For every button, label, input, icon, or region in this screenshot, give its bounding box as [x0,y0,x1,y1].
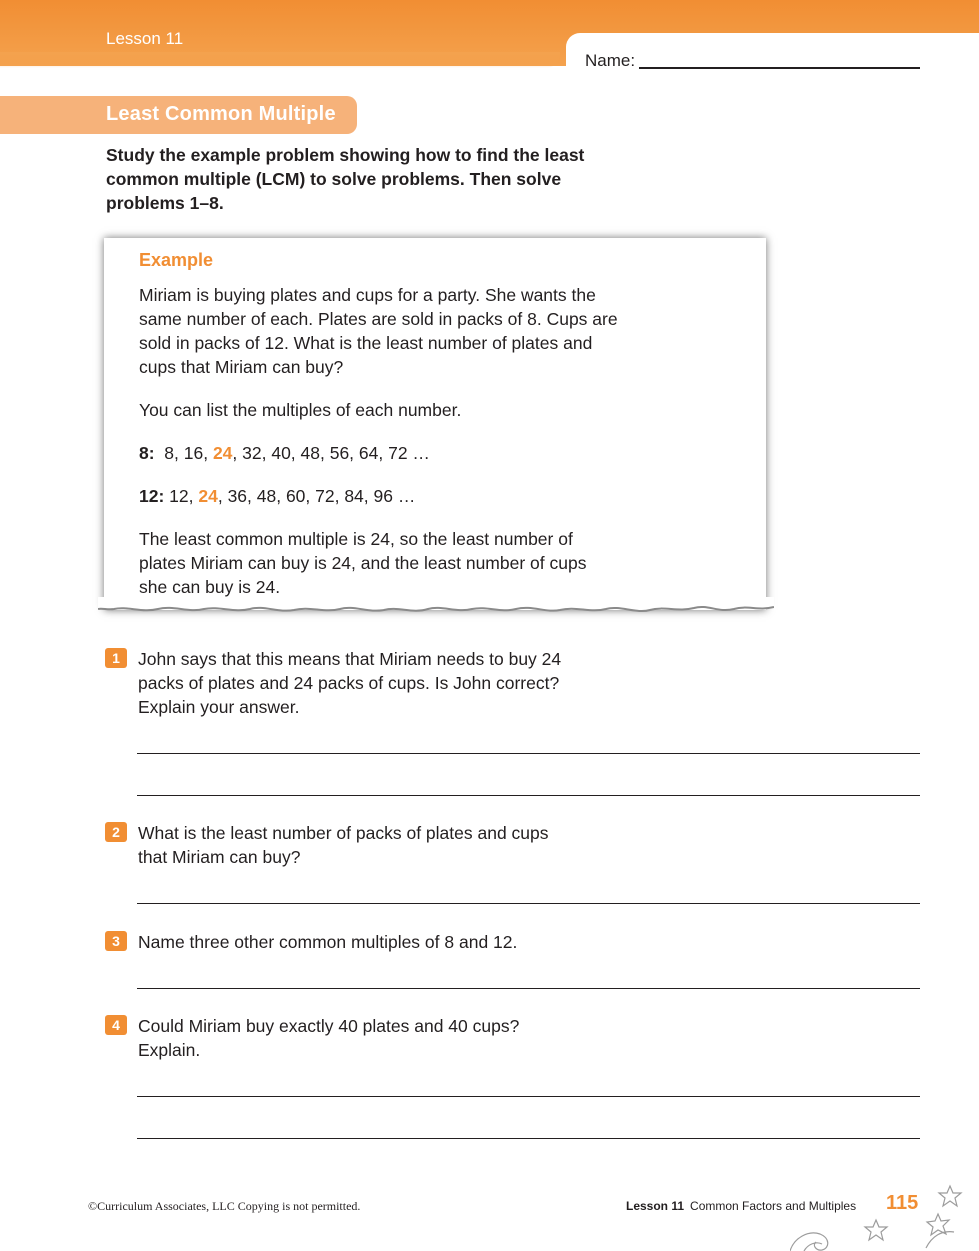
multiples-8-label: 8: [139,443,155,463]
page-number: 115 [886,1192,919,1214]
question-1-badge: 1 [105,648,127,668]
multiples-12-pre: 12, [169,486,199,506]
multiples-12-highlight: 24 [198,486,218,506]
example-method: You can list the multiples of each number. [139,400,462,420]
answer-line-1b[interactable] [137,795,920,796]
question-2-text: What is the least number of packs of plates and cups that Miriam can buy? [138,823,549,867]
copyright-notice: ©Curriculum Associates, LLC Copying is not permitted. [88,1199,361,1213]
star-swirl-decoration-icon [790,1178,979,1251]
question-4-text: Could Miriam buy exactly 40 plates and 40 cups? Explain. [138,1016,520,1060]
lesson-label: Lesson 11 [106,29,184,48]
multiples-12-label: 12: [139,486,165,506]
name-field-line[interactable] [639,67,920,69]
page-title: Least Common Multiple [106,103,336,125]
name-label: Name: [585,51,636,70]
question-3-badge: 3 [105,931,127,951]
multiples-8-highlight: 24 [212,443,233,463]
question-1-text: John says that this means that Miriam needs to buy 24 packs of plates and 24 packs of cups. Is John correct? Explain your answer. [138,649,562,717]
multiples-of-12-row [139,484,619,508]
answer-line-2[interactable] [137,903,920,904]
example-problem: Miriam is buying plates and cups for a party. She wants the same number of each. Plates are sold in packs of 8. Cups are sold in packs of 12. What is the least number of plates and cups that Miriam can buy? [139,285,618,377]
question-3-text: Name three other common multiples of 8 and 12. [138,932,518,952]
footer-topic: Common Factors and Multiples [690,1199,857,1213]
example-heading: Example [139,250,214,270]
instructions: Study the example problem showing how to find the least common multiple (LCM) to solve problems. Then solve problems 1–8. [106,145,585,213]
answer-line-1a[interactable] [137,753,920,754]
example-conclusion: The least common multiple is 24, so the least number of plates Miriam can buy is 24, and the least number of cups she can buy is 24. [139,529,587,597]
multiples-8-post: , 32, 40, 48, 56, 64, 72 … [232,443,430,463]
header-band-fade [0,52,560,68]
question-2-badge: 2 [105,822,127,842]
multiples-of-8-row [139,441,619,465]
answer-line-3[interactable] [137,988,920,989]
answer-line-4a[interactable] [137,1096,920,1097]
answer-line-4b[interactable] [137,1138,920,1139]
torn-paper-edge [98,597,774,623]
multiples-8-pre: 8, 16, [164,443,213,463]
multiples-12-post: , 36, 48, 60, 72, 84, 96 … [217,486,416,506]
question-4-badge: 4 [105,1015,127,1035]
footer-lesson: Lesson 11 [626,1199,685,1213]
